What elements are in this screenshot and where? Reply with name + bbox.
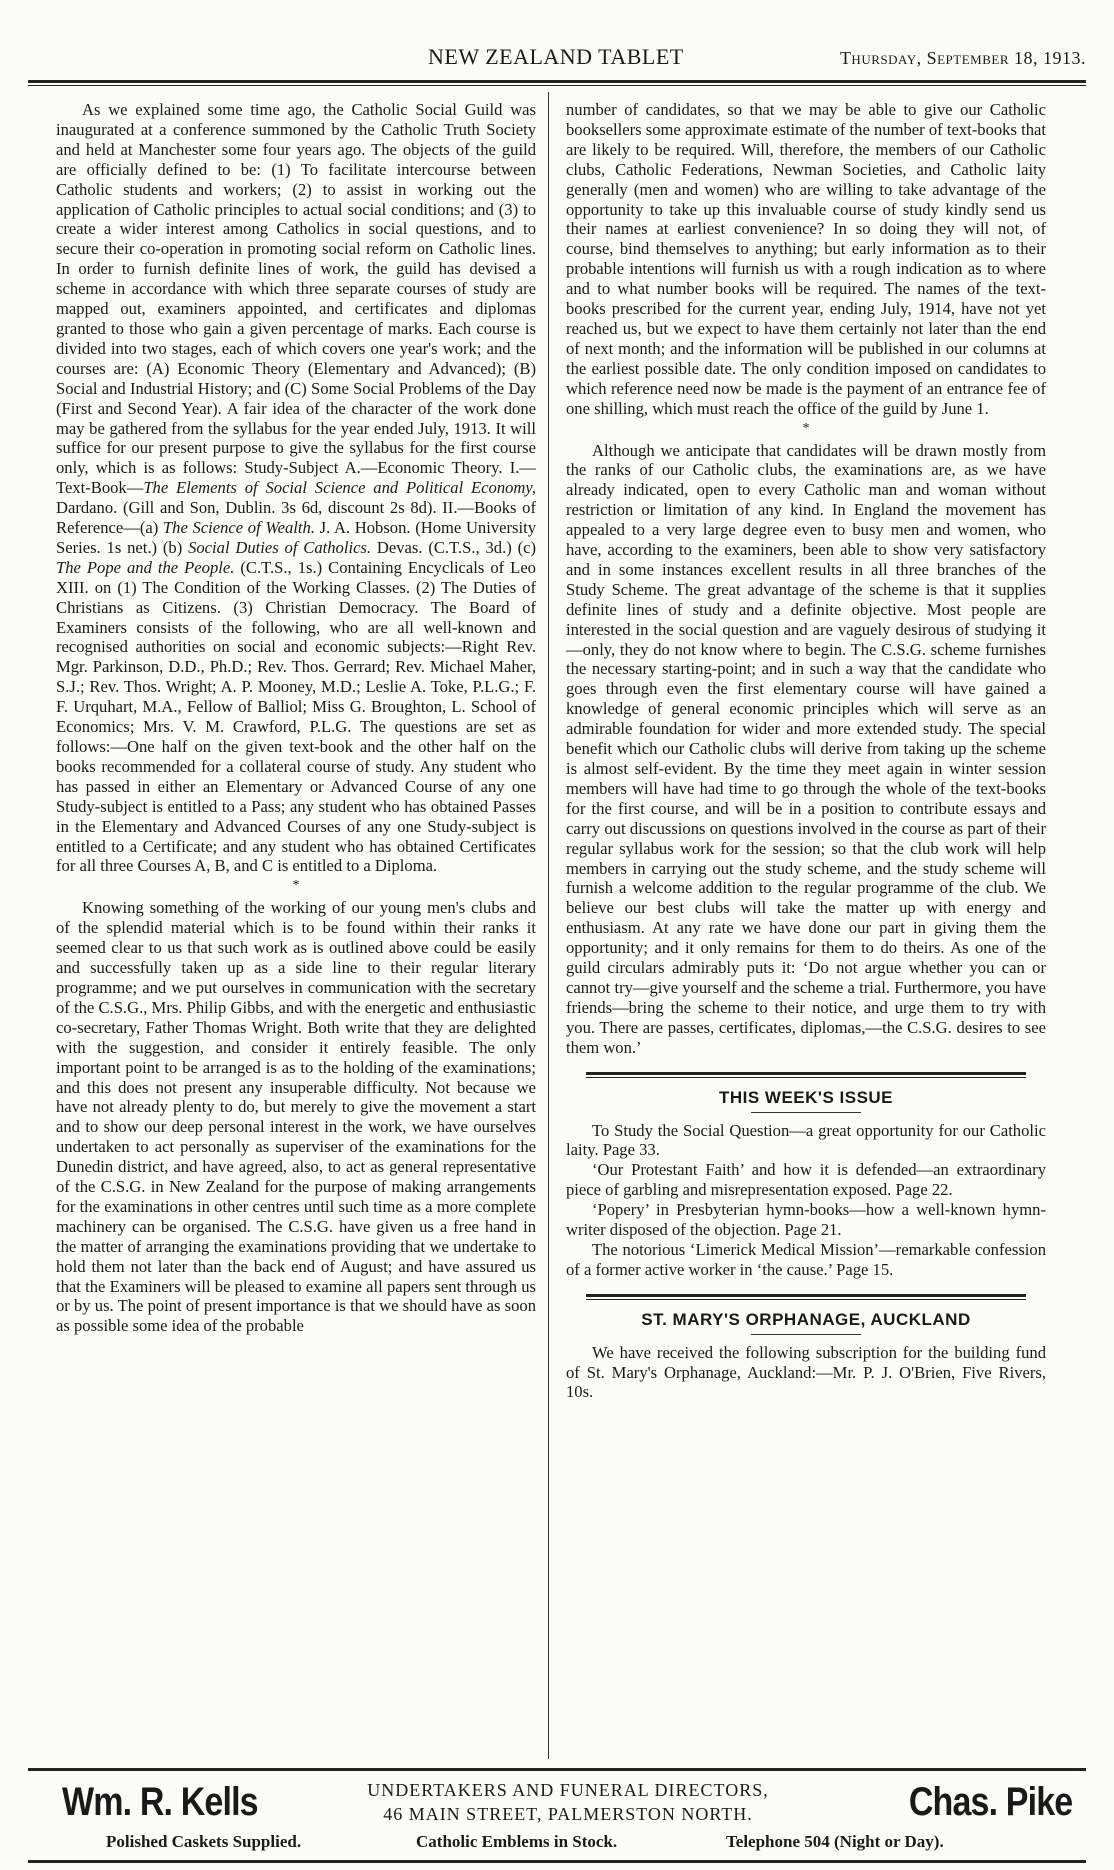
- ad-address-line: 46 MAIN STREET, PALMERSTON NORTH.: [383, 1804, 753, 1824]
- section-title: ST. MARY'S ORPHANAGE, AUCKLAND: [641, 1309, 971, 1329]
- left-column: [56, 100, 536, 1336]
- text-run: As we explained some time ago, the Catholic Social Guild was inaugurated at a conference summoned by the Catholic Truth Society and held at Manchester some four years ago. The objects of the guild are officially defined to be: (1) To facilitate intercourse between Catholic students and workers; (2) to assist in working out the application of Catholic principles to actual social conditions; and (3) to create a wider interest among Catholics in social questions, and to secure their co-operation in promoting social reform on Catholic lines. In order to furnish definite lines of work, the guild has devised a scheme in accordance with which three separate courses of study are mapped out, examiners appointed, and certificates and diplomas granted to those who gain a given percentage of marks. Each course is divided into two stages, each of which covers one year's work; and the courses are: (A) Economic Theory (Elementary and Advanced); (B) Social and Industrial History; and (C) Some Social Problems of the Day (First and Second Year). A fair idea of the character of the work done may be gathered from the syllabus for the year ended July, 1913. It will suffice for our present purpose to give the syllabus for the first course only, which is as follows: Study-Subject A.—Economic Theory. I.—Text-Book—: [56, 100, 536, 498]
- right-column: [566, 100, 1046, 1402]
- section-title: THIS WEEK'S ISSUE: [718, 1087, 894, 1107]
- header-rule: [28, 80, 1086, 83]
- section-separator: *: [292, 878, 300, 894]
- dateline: Thursday, September 18, 1913.: [839, 48, 1086, 68]
- left-paragraph-2: Knowing something of the working of our young men's clubs and of the splendid material which is to be found within their ranks it seemed clear to us that such work as is outlined above could be easily and successfully taken up as a side line to their regular literary programme; and we put ourselves in communication with the secretary of the C.S.G., Mrs. Philip Gibbs, and with the energetic and enthusiastic co-secretary, Father Thomas Wright. Both write that they are delighted with the suggestion, and consider it entirely feasible. The only important point to be arranged is as to the holding of the examinations; and this does not present any insuperable difficulty. Not because we have not already plenty to do, but merely to give the movement a start and to show our deep personal interest in the work, we have ourselves undertaken to act personally as superviser of the examinations for the Dunedin district, and have agreed, also, to act as general representative of the C.S.G. in New Zealand for the purpose of making arrangements for the examinations in other centres until such time as a more complete machinery can be organised. The C.S.G. have given us a free hand in the matter of arranging the examinations providing that we undertake to hold them not later than the back end of August; and have assured us that the Examiners will be pleased to examine all papers sent through us or by us. The point of present importance is that we should have as soon as possible some idea of the probable: [56, 898, 536, 1336]
- section-separator: *: [802, 420, 810, 436]
- footer-rule: [28, 1768, 1086, 1771]
- ad-tagline-emblems: Catholic Emblems in Stock.: [416, 1832, 618, 1851]
- title-underline: [751, 1112, 861, 1113]
- section-rule: [586, 1294, 1026, 1300]
- issue-item: The notorious ‘Limerick Medical Mission’—remarkable confession of a former active worker in ‘the cause.’ Page 15.: [566, 1239, 1046, 1279]
- text-run: J. A. Hobson. (Home University Series. 1s net.) (b): [56, 518, 536, 557]
- header-rule-thin: [28, 85, 1086, 86]
- publication-title: NEW ZEALAND TABLET: [428, 44, 684, 69]
- orphanage-section: [566, 1294, 1046, 1403]
- book-title: The Elements of Social Science and Political Economy,: [143, 478, 536, 498]
- left-paragraph-1: [56, 100, 536, 876]
- section-rule: [586, 1072, 1026, 1078]
- book-title: The Science of Wealth.: [162, 518, 315, 538]
- book-title: The Pope and the People.: [56, 557, 235, 577]
- footer-rule-bottom: [28, 1860, 1086, 1863]
- title-underline: [751, 1334, 861, 1335]
- advertiser-name-right: Chas. Pike: [908, 1780, 1072, 1824]
- ad-tagline-caskets: Polished Caskets Supplied.: [106, 1832, 302, 1851]
- column-rule: [548, 92, 549, 1759]
- issue-item: ‘Our Protestant Faith’ and how it is defended—an extraordinary piece of garbling and misrepresentation exposed. Page 22.: [566, 1160, 1046, 1200]
- text-run: (C.T.S., 1s.) Containing Encyclicals of Leo XIII. on (1) The Condition of the Working Classes. (2) The Duties of Christians as Citizens. (3) Christian Democracy. The Board of Examiners consists of the following, who are all well-known and recognised authorities on social and economic subjects:—Right Rev. Mgr. Parkinson, D.D., Ph.D.; Rev. Thos. Gerrard; Rev. Michael Maher, S.J.; Rev. Thos. Wright; A. P. Mooney, M.D.; Leslie A. Toke, P.L.G.; F. F. Urquhart, M.A., Fellow of Balliol; Miss G. Broughton, L. School of Economics; Mrs. V. M. Crawford, P.L.G. The questions are set as follows:—One half on the given text-book and the other half on the books recommended for a collateral course of study. Any student who has passed in either an Elementary or Advanced Course of any one Study-subject is entitled to a Pass; any student who has obtained Passes in the Elementary and Advanced Courses of any one Study-subject is entitled to a Certificate; and any student who has obtained Certificates for all three Courses A, B, and C is entitled to a Diploma.: [56, 557, 536, 876]
- ad-business-line: UNDERTAKERS AND FUNERAL DIRECTORS,: [367, 1780, 769, 1800]
- advertiser-name-left: Wm. R. Kells: [62, 1780, 258, 1824]
- this-weeks-issue-section: [566, 1072, 1046, 1280]
- right-paragraph-2: Although we anticipate that candidates will be drawn mostly from the ranks of our Catholic clubs, the examinations are, as we have already indicated, open to every Catholic man and woman without restriction or limitation of any kind. In England the movement has appealed to a very large degree even to busy men and women, who have, according to the examiners, been able to show very satisfactory and in some instances excellent results in all three branches of the Study Scheme. The great advantage of the scheme is that it supplies definite lines of study and a definite objective. Most people are interested in the social question and are vaguely desirous of studying it—only, they do not know where to begin. The C.S.G. scheme furnishes the necessary starting-point; and in such a way that the candidate who goes through even the first elementary course will have gained a knowledge of general economic principles which will serve as an admirable foundation for wider and more extended study. The special benefit which our Catholic clubs will derive from taking up the scheme is almost self-evident. By the time they meet again in winter session members will have had time to go through the whole of the text-books for the first course, and will be in a position to contribute essays and carry out discussions on questions involved in the course as part of their regular syllabus work for the session; so that the club work will help members in carrying out the study scheme, and the study scheme will furnish a welcome addition to the regular programme of the club. We believe our best clubs will take the matter up with energy and enthusiasm. At any rate we have done our part in giving them the opportunity; and it only remains for them to do theirs. As one of the guild circulars admirably puts it: ‘Do not argue whether you can or cannot try—give yourself and the scheme a trial. Furthermore, you have friends—bring the scheme to their notice, and urge them to try with you. There are passes, certificates, diplomas,—the C.S.G. desires to see them won.’: [566, 440, 1046, 1057]
- issue-item: To Study the Social Question—a great opportunity for our Catholic laity. Page 33.: [566, 1120, 1046, 1160]
- book-title: Social Duties of Catholics.: [188, 537, 372, 557]
- issue-item: ‘Popery’ in Presbyterian hymn-books—how a well-known hymn-writer disposed of the objection. Page 21.: [566, 1200, 1046, 1240]
- text-run: Dardano. (Gill and Son, Dublin. 3s 6d, discount 2s 8d). II.—Books of Reference—(a): [56, 498, 536, 538]
- footer-advertisement: [28, 1774, 1086, 1860]
- right-paragraph-1: number of candidates, so that we may be able to give our Catholic booksellers some approximate estimate of the number of text-books that are likely to be required. Will, therefore, the members of our Catholic clubs, Catholic Federations, Newman Societies, and Catholic laity generally (men and women) who are willing to take advantage of the opportunity to take up this invaluable course of study kindly send us their names at earliest convenience? In so doing they will not, of course, bind themselves to anything; but early information as to their probable intentions will furnish us with a rough indication as to where and to what number books will be required. The names of the text-books prescribed for the current year, ending July, 1914, have not yet reached us, but we expect to have them certainly not later than the end of next month; and the information will be published in our columns at the earliest possible date. The only condition imposed on candidates to which reference need now be made is the payment of an entrance fee of one shilling, which must reach the office of the guild by June 1.: [566, 100, 1046, 418]
- ad-tagline-telephone: Telephone 504 (Night or Day).: [726, 1832, 944, 1851]
- page-header: [28, 38, 1086, 78]
- orphanage-text: We have received the following subscription for the building fund of St. Mary's Orphanage, Auckland:—Mr. P. J. O'Brien, Five Rivers, 10s.: [566, 1342, 1046, 1402]
- text-run: Devas. (C.T.S., 3d.) (c): [371, 537, 536, 557]
